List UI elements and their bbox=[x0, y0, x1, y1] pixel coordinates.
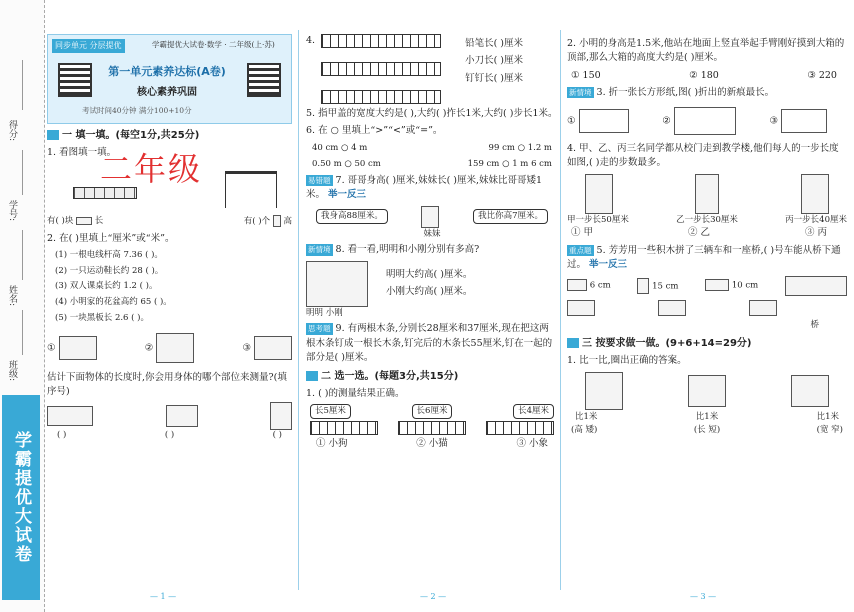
block-icon bbox=[705, 279, 729, 291]
grade-stamp: 二年级 bbox=[100, 150, 203, 188]
question-3: 估计下面物体的长度时,你会用身体的哪个部位来测量?(填序号) bbox=[47, 371, 287, 397]
block-icon bbox=[637, 278, 649, 294]
q8-item: 明明大约高( )厘米。 bbox=[386, 268, 473, 280]
q4-item: 小刀长( )厘米 bbox=[465, 55, 524, 67]
comparison-item: 159 cm ○ 1 m 6 cm bbox=[467, 159, 552, 170]
q7-figure bbox=[306, 206, 558, 228]
sub-title: 核心素养巩固 bbox=[137, 87, 197, 98]
q10-rulers bbox=[306, 419, 558, 437]
caption: 丙一步长40厘米 bbox=[785, 214, 847, 225]
q8-names bbox=[306, 307, 558, 320]
speech-bubble: 长6厘米 bbox=[412, 404, 453, 419]
question-12: 新情境 3. 折一张长方形纸,图( )折出的新痕最长。 bbox=[569, 86, 775, 98]
q10-options bbox=[306, 437, 558, 451]
book-icon bbox=[270, 402, 292, 430]
bridge-icon bbox=[785, 276, 847, 296]
folded-paper-icon bbox=[579, 109, 629, 133]
q6-row bbox=[306, 142, 558, 155]
answer-line bbox=[22, 230, 23, 280]
answer-line bbox=[22, 310, 23, 355]
q11-options bbox=[567, 69, 847, 83]
q15-figures bbox=[567, 371, 847, 411]
q3-label: ① bbox=[47, 342, 56, 353]
q6-row bbox=[306, 158, 558, 171]
choice-pair[interactable]: (宽 窄) bbox=[816, 424, 843, 435]
option[interactable]: ① 甲 bbox=[571, 227, 594, 239]
question-6: 6. 在 ○ 里填上“>”“<”或“=”。 bbox=[306, 125, 443, 137]
student-id-label: 学号: bbox=[7, 200, 17, 222]
dimension: 15 cm bbox=[652, 281, 679, 292]
figure-name: 小刚 bbox=[325, 307, 343, 318]
q1-right-answer: 有( )个 bbox=[243, 216, 271, 227]
difficulty-badge: 新情境 bbox=[569, 87, 592, 97]
q15-items bbox=[567, 411, 847, 424]
option[interactable]: ③ 220 bbox=[807, 69, 837, 81]
question-8: 新情境 8. 看一看,明明和小刚分别有多高? bbox=[308, 244, 480, 256]
choice-pair[interactable]: (长 短) bbox=[693, 424, 721, 435]
column-2 bbox=[306, 34, 558, 451]
binding-strip bbox=[0, 0, 45, 612]
comparison-prompt: 比1米 bbox=[816, 412, 839, 422]
option[interactable]: ① 小狗 bbox=[316, 438, 348, 449]
folded-paper-icon bbox=[781, 109, 827, 133]
q2-item: (5) 一块黑板长 2.6 ( )。 bbox=[55, 312, 149, 323]
q4-answers bbox=[465, 34, 523, 104]
option[interactable]: ② 乙 bbox=[687, 227, 711, 239]
exam-meta: 考试时间40分钟 满分100+10分 bbox=[82, 106, 192, 115]
section-marker-icon bbox=[567, 338, 579, 348]
difficulty-badge: 易错题 bbox=[308, 176, 331, 185]
figure-caption: 妹妹 bbox=[423, 228, 441, 239]
q15-choices bbox=[567, 424, 847, 437]
question-number: 4. bbox=[306, 35, 316, 46]
section-marker-icon bbox=[47, 130, 59, 140]
q4-item: 铅笔长( )厘米 bbox=[465, 38, 524, 49]
dimension: 6 cm bbox=[589, 280, 611, 291]
option[interactable]: ① 150 bbox=[571, 69, 601, 81]
eraser-icon bbox=[166, 405, 198, 427]
option[interactable]: ② 180 bbox=[689, 69, 719, 81]
car-icon bbox=[658, 300, 686, 316]
q1-left-answer: 有( )块 bbox=[47, 216, 74, 227]
q12-label: ③ bbox=[769, 115, 778, 127]
q8-figure bbox=[306, 261, 558, 307]
related-practice-link[interactable]: 举一反三 bbox=[328, 189, 367, 201]
speech-bubble: 我身高88厘米。 bbox=[316, 209, 388, 224]
bed-icon bbox=[688, 375, 726, 407]
column-divider bbox=[298, 30, 299, 590]
q14-cars bbox=[567, 297, 847, 319]
comparison-prompt: 比1米 bbox=[575, 412, 598, 422]
q10-figure bbox=[306, 404, 558, 419]
ruler-icon bbox=[321, 62, 441, 76]
ruler-icon bbox=[398, 421, 466, 435]
q13-figures bbox=[567, 174, 847, 214]
ruler-icon bbox=[310, 421, 378, 435]
column-3 bbox=[567, 34, 847, 437]
series-name: 学霸提优大试卷·数学 · 二年级(上·苏) bbox=[152, 40, 275, 49]
difficulty-badge: 新情境 bbox=[308, 245, 331, 255]
walking-child-icon bbox=[585, 174, 613, 214]
brick-icon bbox=[76, 217, 92, 225]
question-1: 1. 看图填一填。 bbox=[47, 147, 117, 158]
folded-paper-icon bbox=[674, 107, 736, 135]
question-13: 4. 甲、乙、丙三名同学都从校门走到教学楼,他们每人的一步长度如图,( )走的步数最多。 bbox=[567, 143, 839, 169]
section-marker-icon bbox=[306, 371, 318, 381]
comparison-item: 0.50 m ○ 50 cm bbox=[312, 159, 381, 170]
choice-pair[interactable]: (高 矮) bbox=[571, 424, 598, 435]
walking-child-icon bbox=[695, 174, 719, 214]
ruler-icon bbox=[486, 421, 554, 435]
page-number: — 1 — bbox=[150, 592, 177, 601]
crane-icon bbox=[585, 372, 623, 410]
answer-line bbox=[22, 150, 23, 195]
column-divider bbox=[560, 30, 561, 590]
q3-object-answers bbox=[47, 429, 292, 442]
q4-item: 钉钉长( )厘米 bbox=[465, 72, 524, 84]
q2-item: (4) 小明家的花盆高约 65 ( )。 bbox=[55, 297, 172, 307]
question-7: 易错题 7. 哥哥身高( )厘米,妹妹长( )厘米,妹妹比哥哥矮1米。 举一反三 bbox=[306, 175, 543, 201]
q2-item: (3) 双人课桌长约 1.2 ( )。 bbox=[55, 281, 158, 292]
q3-objects bbox=[47, 403, 292, 429]
question-2: 2. 在( )里填上“厘米”或“米”。 bbox=[47, 232, 175, 244]
question-14: 重点题 5. 芳芳用一些积木拼了三辆车和一座桥,( )号车能从桥下通过。 举一反三 bbox=[567, 244, 841, 270]
qr-code-icon bbox=[247, 63, 281, 97]
car-icon bbox=[749, 300, 777, 316]
q12-label: ② bbox=[662, 115, 671, 127]
difficulty-badge: 思考题 bbox=[308, 324, 331, 334]
section-heading: 一 填一填。(每空1分,共25分) bbox=[47, 128, 292, 143]
speech-bubble: 长4厘米 bbox=[513, 404, 554, 419]
brand-banner: 学霸提优大试卷 bbox=[2, 395, 40, 600]
comparison-prompt: 比1米 bbox=[695, 412, 719, 422]
q2-item: (1) 一根电线杆高 7.36 ( )。 bbox=[55, 249, 163, 260]
class-label: 班级: bbox=[7, 360, 17, 382]
answer-blank: ( ) bbox=[272, 430, 282, 440]
comparison-item: 99 cm ○ 1.2 m bbox=[488, 142, 552, 153]
section-heading: 三 按要求做一做。(9+6+14=29分) bbox=[567, 336, 847, 351]
ruler-icon bbox=[321, 34, 441, 48]
answer-blank: ( ) bbox=[164, 430, 175, 440]
option[interactable]: ② 小猫 bbox=[416, 438, 448, 449]
ruler-icon bbox=[321, 90, 441, 104]
q1-left-unit: 长 bbox=[94, 216, 104, 227]
unit-title: 第一单元素养达标(A卷) bbox=[108, 65, 226, 78]
answer-blank: ( ) bbox=[57, 430, 67, 440]
q3-label: ② bbox=[144, 342, 154, 353]
difficulty-badge: 重点题 bbox=[569, 245, 592, 255]
header-box bbox=[47, 34, 292, 124]
caption: 甲一步长50厘米 bbox=[567, 214, 629, 225]
q8-item: 小刚大约高( )厘米。 bbox=[386, 286, 473, 297]
score-label: 得分: bbox=[7, 120, 17, 142]
rulers bbox=[321, 34, 441, 104]
children-icon bbox=[421, 206, 439, 228]
related-practice-link[interactable]: 举一反三 bbox=[589, 258, 628, 270]
question-9: 思考题 9. 有两根木条,分别长28厘米和37厘米,现在把这两根木条钉成一根长木条,钉完后的木条长55厘米,钉在一起的部分是( )厘米。 bbox=[306, 323, 553, 363]
comparison-item: 40 cm ○ 4 m bbox=[312, 142, 368, 153]
question-5: 5. 指甲盖的宽度大约是( ),大约( )拃长1米,大约( )步长1米。 bbox=[306, 108, 558, 119]
q12-figures bbox=[567, 103, 847, 139]
walking-child-icon bbox=[801, 174, 829, 214]
car-icon bbox=[791, 375, 829, 407]
speech-bubble: 我比你高7厘米。 bbox=[473, 209, 548, 224]
q3-figures bbox=[47, 331, 292, 365]
block-icon bbox=[567, 279, 587, 291]
page-number: — 3 — bbox=[690, 592, 717, 601]
table-icon bbox=[225, 171, 277, 208]
bridge-caption: 桥 bbox=[810, 320, 819, 330]
q2-item: (2) 一只运动鞋长约 28 ( )。 bbox=[55, 265, 164, 276]
option[interactable]: ③ 丙 bbox=[804, 227, 827, 239]
door-measure-icon bbox=[306, 261, 368, 307]
stride-icon bbox=[254, 336, 292, 360]
qr-code-icon bbox=[58, 63, 92, 97]
caption: 乙一步长30厘米 bbox=[676, 214, 738, 225]
q12-label: ① bbox=[567, 115, 576, 127]
column-1 bbox=[47, 34, 292, 442]
q1-answers bbox=[47, 215, 292, 228]
question-15: 1. 比一比,圈出正确的答案。 bbox=[567, 354, 687, 366]
section-heading: 二 选一选。(每题3分,共15分) bbox=[306, 369, 558, 384]
figure-name: 明明 bbox=[306, 307, 324, 318]
sofa-icon bbox=[47, 406, 93, 426]
question-11: 2. 小明的身高是1.5米,他站在地面上竖直举起手臂刚好摸到大箱的顶部,那么大箱的高度大约是( )厘米。 bbox=[567, 38, 845, 64]
cup-icon bbox=[273, 215, 281, 227]
arm-span-icon bbox=[156, 333, 194, 363]
option[interactable]: ③ 小象 bbox=[516, 438, 548, 449]
page-number: — 2 — bbox=[420, 592, 447, 601]
question-4 bbox=[306, 34, 558, 104]
q14-figures bbox=[567, 275, 847, 297]
series-tag: 同步单元 分层提优 bbox=[52, 39, 125, 53]
name-label: 姓名: bbox=[7, 285, 17, 307]
q1-right-unit: 高 bbox=[283, 216, 292, 227]
q13-captions bbox=[567, 214, 847, 227]
car-icon bbox=[567, 300, 595, 316]
q13-options bbox=[567, 226, 847, 240]
q8-answers bbox=[386, 265, 472, 303]
dimension: 10 cm bbox=[731, 280, 759, 291]
answer-line bbox=[22, 60, 23, 110]
q3-label: ③ bbox=[242, 342, 251, 353]
question-10: 1. ( )的测量结果正确。 bbox=[306, 388, 405, 399]
hand-span-icon bbox=[59, 336, 97, 360]
speech-bubble: 长5厘米 bbox=[310, 404, 351, 419]
